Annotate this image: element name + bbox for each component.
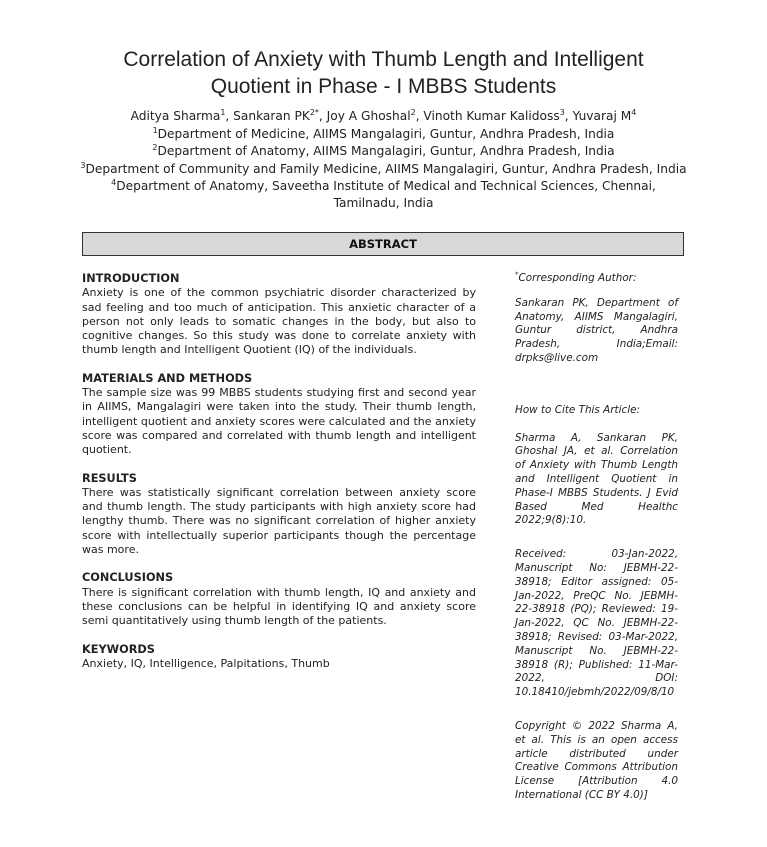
abstract-header: ABSTRACT xyxy=(82,232,684,256)
author-name: Sankaran PK xyxy=(233,109,310,123)
title-line-2: Quotient in Phase - I MBBS Students xyxy=(210,75,557,98)
author-name: Yuvaraj M xyxy=(572,109,632,123)
section-keywords xyxy=(82,643,476,672)
section-heading: CONCLUSIONS xyxy=(82,571,174,585)
affiliation-item xyxy=(80,126,687,143)
section-text: Anxiety, IQ, Intelligence, Palpitations, Thumb xyxy=(82,656,330,670)
cite-label: How to Cite This Article: xyxy=(515,403,640,416)
author-name: Vinoth Kumar Kalidoss xyxy=(423,109,560,123)
corresponding-author-label xyxy=(515,272,678,286)
copyright-notice: Copyright © 2022 Sharma A, et al. This is an open access article distributed under Creative Commons Attribution License [Attribution 4.0 International (CC BY 4.0)] xyxy=(515,719,678,801)
author-name: Joy A Ghoshal xyxy=(326,109,411,123)
affiliation-list xyxy=(80,126,687,212)
affiliation-sup: 2 xyxy=(152,143,158,153)
corresponding-sup: * xyxy=(515,270,519,279)
section-introduction xyxy=(82,272,476,358)
section-heading: INTRODUCTION xyxy=(82,272,180,285)
affiliation-text: Department of Community and Family Medicine, AIIMS Mangalagiri, Guntur, Andhra Pradesh, India xyxy=(85,161,687,176)
affiliation-item xyxy=(80,178,687,213)
abstract-body xyxy=(82,272,476,685)
author-sup: 1 xyxy=(220,107,226,117)
section-heading: KEYWORDS xyxy=(82,642,155,656)
section-results xyxy=(82,472,476,558)
affiliation-item xyxy=(80,161,687,178)
article-history: Received: 03-Jan-2022, Manuscript No: JEBMH-22-38918; Editor assigned: 05-Jan-2022, PreQC No. JEBMH-22-38918 (PQ); Reviewed: 19-Jan-2022, QC No. JEBMH-22-38918; Revised: 03-Mar-2022, Manuscript No. JEBMH-22-38918 (R); Published: 11-Mar-2022, DOI: 10.18410/jebmh/2022/09/8/10 xyxy=(515,548,678,699)
affiliation-text: Department of Anatomy, Saveetha Institute of Medical and Technical Sciences, Chennai, Tamilnadu, India xyxy=(116,178,656,211)
affiliation-text: Department of Anatomy, AIIMS Mangalagiri, Guntur, Andhra Pradesh, India xyxy=(157,144,615,159)
article-sidebar xyxy=(515,272,678,803)
section-text: Anxiety is one of the common psychiatric disorder characterized by sad feeling and too much of anticipation. This anxietic character of a person not only leads to somatic changes in the body, but also to cognitive changes. So this study was done to correlate anxiety with thumb length and Intelligent Quotient (IQ) of the individuals. xyxy=(82,286,476,357)
section-methods xyxy=(82,372,476,458)
section-text: There was statistically significant correlation between anxiety score and thumb length. The study participants with high anxiety score had lengthy thumb. There was no significant correlation of higher anxiety score with intellectually superior participants though the percentage was more. xyxy=(82,485,476,557)
author-list: Aditya Sharma$^1$, Sankaran $PK^{2*}$, Joy A Ghoshal$^2$, Vinoth Kumar Kalidoss$^3$, Yuvaraj $M^4$ xyxy=(130,107,637,123)
affiliation-sup: 1 xyxy=(152,125,158,135)
author-sup: 2* xyxy=(309,107,319,117)
cite-text: Sharma A, Sankaran PK, Ghoshal JA, et al. Correlation of Anxiety with Thumb Length and Intelligent Quotient in Phase-I MBBS Students. J Evid Based Med Healthc 2022;9(8):10. xyxy=(515,431,678,527)
corresponding-author-details: Sankaran PK, Department of Anatomy, AIIMS Mangalagiri, Guntur district, Andhra Pradesh, India;Email: drpks@live.com xyxy=(515,296,678,364)
affiliation-sup: 3 xyxy=(80,160,86,170)
section-heading: RESULTS xyxy=(82,471,137,485)
section-conclusions xyxy=(82,571,476,628)
author-sup: 2 xyxy=(410,107,416,117)
affiliation-text: Department of Medicine, AIIMS Mangalagiri, Guntur, Andhra Pradesh, India xyxy=(157,127,615,141)
title-line-1: Correlation of Anxiety with Thumb Length and Intelligent xyxy=(123,48,644,71)
corresponding-label-text: Corresponding Author: xyxy=(518,272,637,284)
section-text: The sample size was 99 MBBS students studying first and second year in AIIMS, Mangalagiri were taken into the study. Their thumb length, intelligent quotient and anxiety scores were calculated and the anxiety score was compared and correlated with thumb length and intelligent quotient. xyxy=(82,386,476,457)
affiliation-item xyxy=(80,143,687,160)
affiliation-sup: 4 xyxy=(111,177,117,187)
author-sup: 4 xyxy=(631,107,637,117)
section-heading: MATERIALS AND METHODS xyxy=(82,371,253,385)
paper-title xyxy=(60,46,707,100)
author-sup: 3 xyxy=(559,107,565,117)
author-name: Aditya Sharma xyxy=(130,109,221,123)
section-text: There is significant correlation with thumb length, IQ and anxiety and these conclusions can be helpful in identifying IQ and anxiety score semi quantitatively using thumb length of the patients. xyxy=(82,585,476,628)
